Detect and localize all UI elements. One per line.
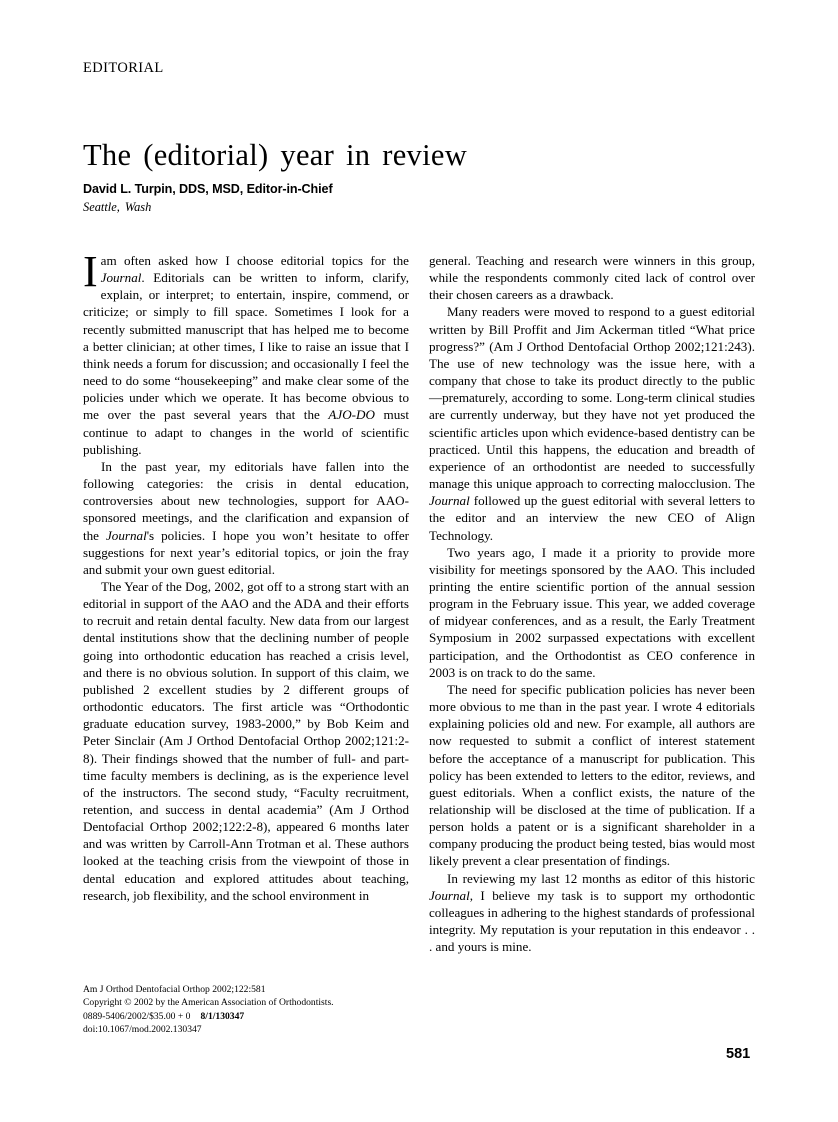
footnote-copyright: Copyright © 2002 by the American Association of Orthodontists. [83, 997, 334, 1009]
paragraph-text: . Editorials can be written to inform, clarify, explain, or interpret; to entertain, inspire, commend, or criticize; or simply to fill space. Sometimes I look for a recently submitted manuscript that has helped me to become a better clinician; at other times, I like to raise an issue that I think needs a forum for discussion; and occasionally I feel the need to do some “housekeeping” and make clear some of the policies under which we operate. It has become obvious to me over the past several years that the [83, 270, 409, 423]
page-number: 581 [726, 1046, 751, 1062]
author-affiliation: Seattle, Wash [83, 200, 152, 214]
ajodo-emphasis: AJO-DO [328, 407, 375, 423]
paragraph: The need for specific publication policies has never been more obvious to me than in the past year. I wrote 4 editorials explaining policies old and new. For example, all authors are now requested to submit a conflict of interest statement before the acceptance of a manuscript for publication. This policy has been extended to letters to the editor, reviews, and guest editorials. When a conflict exists, the nature of the relationship will be disclosed at the time of publication. If a person holds a patent or is a significant shareholder in a company producing the product being tested, bias would most likely prevent a clear presentation of findings. [429, 681, 755, 869]
paragraph-text: followed up the guest editorial with several letters to the editor and an interview the new CEO of Align Technology. [429, 493, 755, 543]
paragraph-text: In reviewing my last 12 months as editor of this historic [447, 870, 755, 886]
journal-emphasis: Journal [105, 527, 147, 543]
paragraph: The Year of the Dog, 2002, got off to a strong start with an editorial in support of the AAO and the ADA and their efforts to recruit and retain dental faculty. New data from our largest dental institutions show that the declining number of people going into orthodontic education has reached a crisis level, and there is no obvious solution. In support of this claim, we published 2 excellent studies by 2 different groups of orthodontic educators. The first article was “Orthodontic graduate education survey, 1983-2000,” by Bob Keim and Peter Sinclair (Am J Orthod Dentofacial Orthop 2002;121:2-8). Their findings showed that the number of full- and part-time faculty members is declining, as is the experience level of the instructors. The second study, “Faculty recruitment, retention, and success in dental academia” (Am J Orthod Dentofacial Orthop 2002;122:2-8), appeared 6 months later and was written by Carroll-Ann Trotman et al. These authors looked at the teaching crisis from the viewpoint of those in dental education and explored attitudes about teaching, research, job flexibility, and the school environment in [83, 578, 409, 903]
footnote-article-code: 8/1/130347 [200, 1010, 245, 1022]
section-label: EDITORIAL [83, 60, 164, 76]
footnote-block [83, 983, 413, 1037]
footnote-issn-line [83, 1010, 413, 1023]
paragraph-text: In the past year, my editorials have fallen into the following categories: the crisis in dental education, controversies about new technologies, support for AAO-sponsored meetings, and the clarification and expansion of the [83, 458, 409, 543]
paragraph-text: am often asked how I choose editorial topics for the [100, 253, 409, 268]
paragraph-text: Many readers were moved to respond to a guest editorial written by Bill Proffit and Jim Ackerman titled “What price progress?” (Am J Orthod Dentofacial Orthop 2002;121:243). The use of new technology was the issue here, with a company that chose to take its product directly to the public—prematurely, according to some. Long-term clinical studies are currently underway, but they have not yet produced the scientific articles upon which evidence-based dentistry can be practiced. Until this happens, the education and breadth of experience of an orthodontist are needed to successfully manage this unique approach to correcting malocclusion. The [429, 304, 755, 492]
paragraph [429, 870, 755, 956]
footnote-doi: doi:10.1067/mod.2002.130347 [83, 1024, 202, 1036]
paragraph [83, 458, 409, 578]
paragraph: Two years ago, I made it a priority to provide more visibility for meetings sponsored by the AAO. This included printing the entire scientific portion of the annual session program in the February issue. This year, we added coverage of midyear conferences, and as a result, the Early Treatment Symposium in 2002 surpassed expectations with excellent participation, and the Orthodontist as CEO conference in 2003 is on track to do the same. [429, 544, 755, 680]
paragraph-text: must continue to adapt to changes in the world of scientific publishing. [83, 407, 409, 457]
footnote-issn: 0889-5406/2002/$35.00 + 0 [83, 1010, 191, 1022]
paragraph: general. Teaching and research were winners in this group, while the respondents commonly cited lack of control over their chosen careers as a drawback. [429, 253, 755, 303]
paragraph-text: , I believe my task is to support my orthodontic colleagues in adhering to the highest standards of professional integrity. My reputation is your reputation in this endeavor . . . and yours is mine. [429, 887, 755, 955]
author-byline: David L. Turpin, DDS, MSD, Editor-in-Chief [83, 182, 333, 196]
footnote-citation: Am J Orthod Dentofacial Orthop 2002;122:581 [83, 984, 266, 995]
drop-cap: I [83, 247, 98, 296]
paragraph [83, 247, 409, 458]
journal-emphasis: Journal [429, 887, 470, 903]
journal-emphasis: Journal [100, 270, 142, 286]
paragraph-text: 's policies. I hope you won’t hesitate to offer suggestions for next year’s editorial topics, or join the fray and submit your own guest editorial. [83, 527, 409, 577]
body-column-right [429, 252, 755, 955]
paragraph [429, 303, 755, 543]
page-title: The (editorial) year in review [83, 138, 468, 173]
journal-emphasis: Journal [429, 493, 470, 509]
body-column-left [83, 247, 409, 904]
